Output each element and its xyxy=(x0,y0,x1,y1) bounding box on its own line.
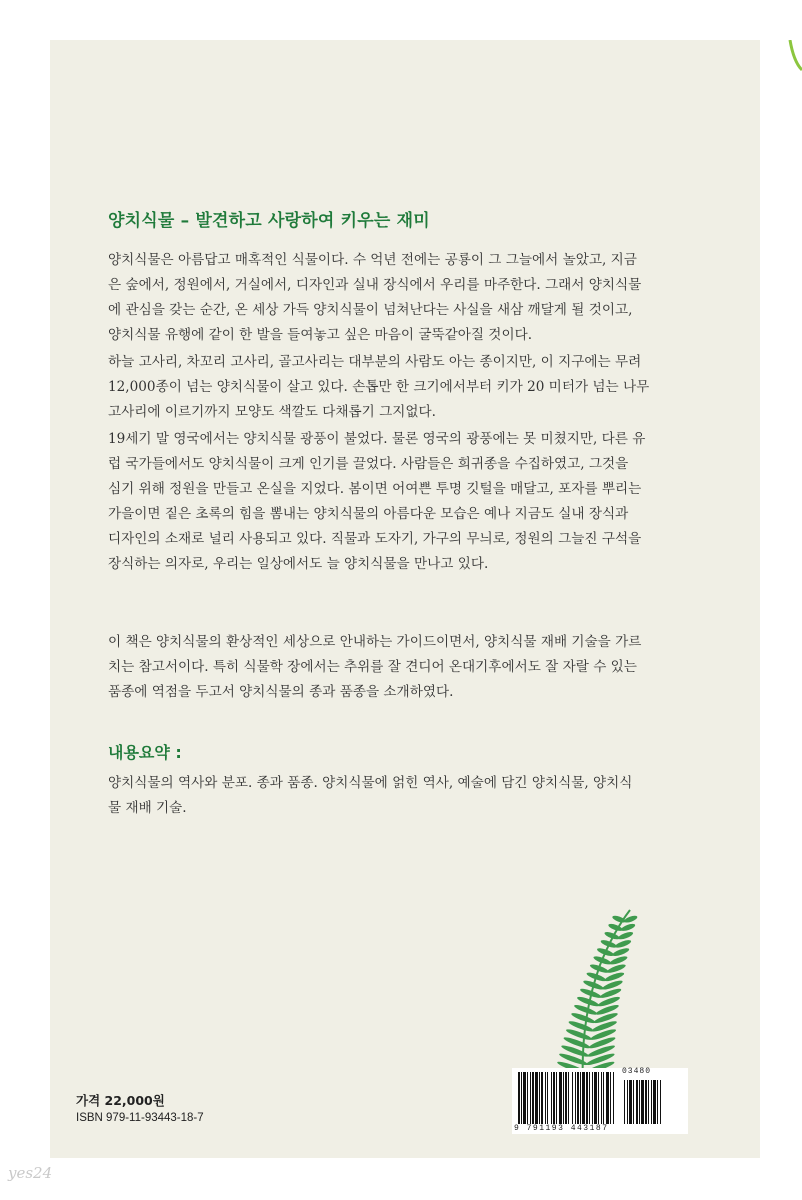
isbn-label: ISBN 979-11-93443-18-7 xyxy=(76,1112,204,1124)
text-line: 19세기 말 영국에서는 양치식물 광풍이 불었다. 물론 영국의 광풍에는 못 미쳤지만, 다른 유 xyxy=(108,431,646,447)
text-line: 품종에 역점을 두고서 양치식물의 종과 품종을 소개하였다. xyxy=(108,684,454,700)
text-line: 은 숲에서, 정원에서, 거실에서, 디자인과 실내 장식에서 우리를 마주한다. 그래서 양치식물 xyxy=(108,277,642,293)
text-line: 양치식물은 아름답고 매혹적인 식물이다. 수 억년 전에는 공룡이 그 그늘에서 놀았고, 지금 xyxy=(108,252,637,268)
leaf-corner-icon xyxy=(778,40,802,80)
text-line: 디자인의 소재로 널리 사용되고 있다. 직물과 도자기, 가구의 무늬로, 정원의 그늘진 구석을 xyxy=(108,531,642,547)
paragraph-4 xyxy=(108,630,702,705)
paragraph-2 xyxy=(108,350,702,425)
text-line: 물 재배 기술. xyxy=(108,800,187,816)
text-line: 12,000종이 넘는 양치식물이 살고 있다. 손톱만 한 크기에서부터 키가 20 미터가 넘는 나무 xyxy=(108,379,650,395)
text-line: 럽 국가들에서도 양치식물이 크게 인기를 끌었다. 사람들은 희귀종을 수집하였고, 그것을 xyxy=(108,456,629,472)
paragraph-3 xyxy=(108,427,702,577)
summary-heading: 내용요약 : xyxy=(108,743,182,762)
text-line: 심기 위해 정원을 만들고 온실을 지었다. 봄이면 어여쁜 투명 깃털을 매달고, 포자를 뿌리는 xyxy=(108,481,642,497)
text-line: 하늘 고사리, 차꼬리 고사리, 골고사리는 대부분의 사람도 아는 종이지만, 이 지구에는 무려 xyxy=(108,354,642,370)
barcode-digits: 9 791193 443187 xyxy=(514,1124,609,1133)
summary-text xyxy=(108,771,702,821)
book-heading: 양치식물 – 발견하고 사랑하여 키우는 재미 xyxy=(108,211,430,231)
text-line: 가을이면 짙은 초록의 힘을 뽐내는 양치식물의 아름다운 모습은 예나 지금도 실내 장식과 xyxy=(108,506,629,522)
text-line: 장식하는 의자로, 우리는 일상에서도 늘 양치식물을 만나고 있다. xyxy=(108,556,489,572)
text-line: 양치식물 유행에 같이 한 발을 들여놓고 싶은 마음이 굴뚝같아질 것이다. xyxy=(108,327,533,343)
text-line: 에 관심을 갖는 순간, 온 세상 가득 양치식물이 넘쳐난다는 사실을 새삼 깨달게 될 것이고, xyxy=(108,302,633,318)
text-line: 고사리에 이르기까지 모양도 색깔도 다채롭기 그지없다. xyxy=(108,404,436,420)
text-line: 양치식물의 역사와 분포. 종과 품종. 양치식물에 얽힌 역사, 예술에 담긴 양치식물, 양치식 xyxy=(108,775,633,791)
watermark-logo: yes24 xyxy=(8,1164,53,1182)
text-line: 이 책은 양치식물의 환상적인 세상으로 안내하는 가이드이면서, 양치식물 재배 기술을 가르 xyxy=(108,634,642,650)
barcode-addon-digits: 03480 xyxy=(622,1067,652,1076)
text-line: 치는 참고서이다. 특히 식물학 장에서는 추위를 잘 견디어 온대기후에서도 잘 자랄 수 있는 xyxy=(108,659,637,675)
price-label: 가격 22,000원 xyxy=(76,1093,165,1108)
paragraph-1 xyxy=(108,248,702,348)
